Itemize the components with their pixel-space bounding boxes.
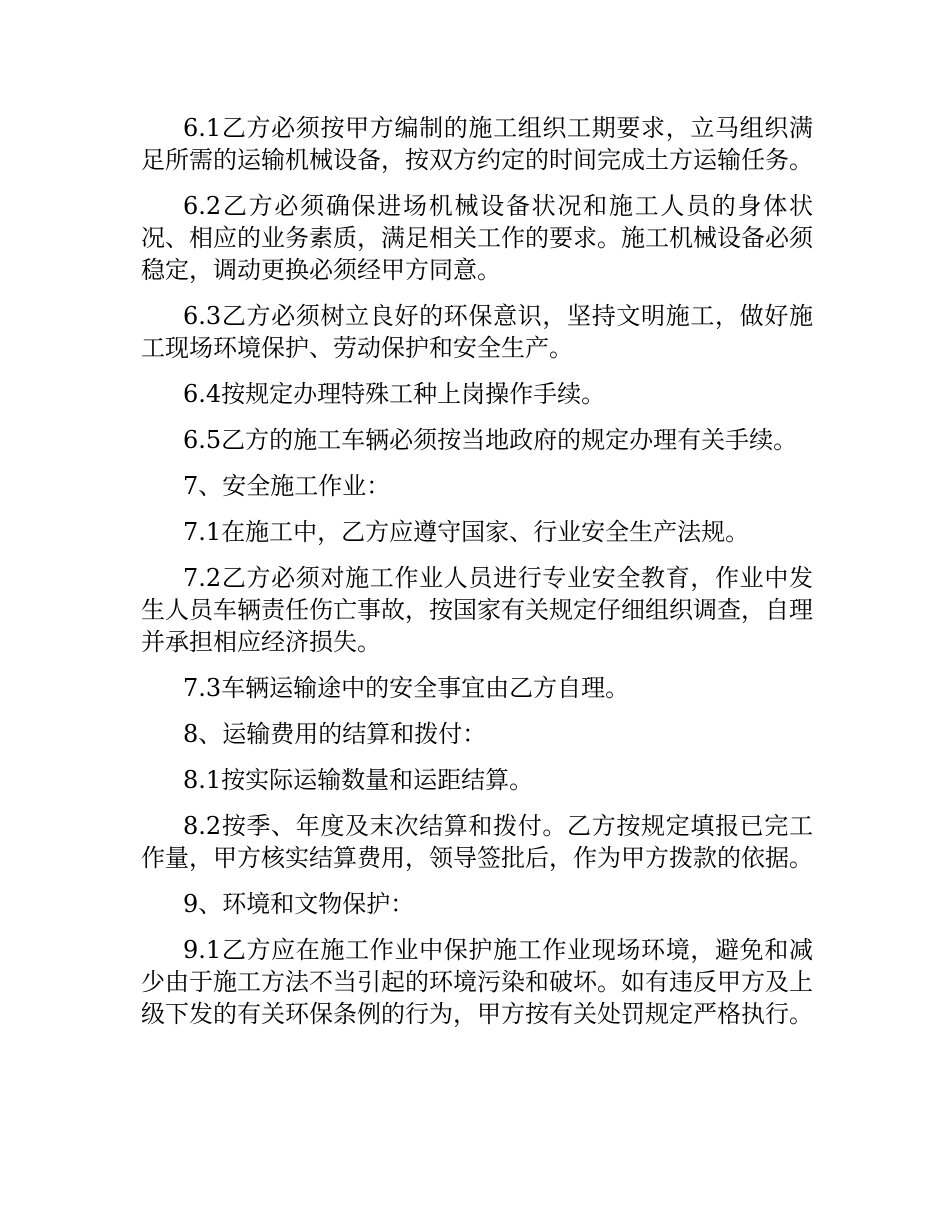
- clause-7-1: 7.1在施工中，乙方应遵守国家、行业安全生产法规。: [183, 518, 750, 546]
- document-body: [141, 112, 813, 1044]
- section-9-heading: 9、环境和文物保护：: [183, 890, 415, 918]
- clause-7-3: 7.3车辆运输途中的安全事宜由乙方自理。: [183, 674, 630, 702]
- section-7-heading: 7、安全施工作业：: [183, 472, 391, 500]
- clause-8-2: 8.2按季、年度及末次结算和拨付。乙方按规定填报已完工作量，甲方核实结算费用，领导签批后，作为甲方拨款的依据。: [141, 812, 813, 872]
- section-8-heading: 8、运输费用的结算和拨付：: [183, 720, 487, 748]
- clause-6-2: 6.2乙方必须确保进场机械设备状况和施工人员的身体状况、相应的业务素质，满足相关工作的要求。施工机械设备必须稳定，调动更换必须经甲方同意。: [141, 192, 813, 284]
- clause-9-1: 9.1乙方应在施工作业中保护施工作业现场环境，避免和减少由于施工方法不当引起的环境污染和破坏。如有违反甲方及上级下发的有关环保条例的行为，甲方按有关处罚规定严格执行。: [141, 936, 813, 1028]
- clause-6-1: 6.1乙方必须按甲方编制的施工组织工期要求，立马组织满足所需的运输机械设备，按双方约定的时间完成土方运输任务。: [141, 114, 813, 174]
- clause-8-1: 8.1按实际运输数量和运距结算。: [183, 766, 534, 794]
- clause-6-5: 6.5乙方的施工车辆必须按当地政府的规定办理有关手续。: [183, 426, 798, 454]
- clause-6-3: 6.3乙方必须树立良好的环保意识，坚持文明施工，做好施工现场环境保护、劳动保护和安全生产。: [141, 302, 813, 362]
- clause-7-2: 7.2乙方必须对施工作业人员进行专业安全教育，作业中发生人员车辆责任伤亡事故，按国家有关规定仔细组织调查，自理并承担相应经济损失。: [141, 564, 813, 656]
- clause-6-4: 6.4按规定办理特殊工种上岗操作手续。: [183, 380, 606, 408]
